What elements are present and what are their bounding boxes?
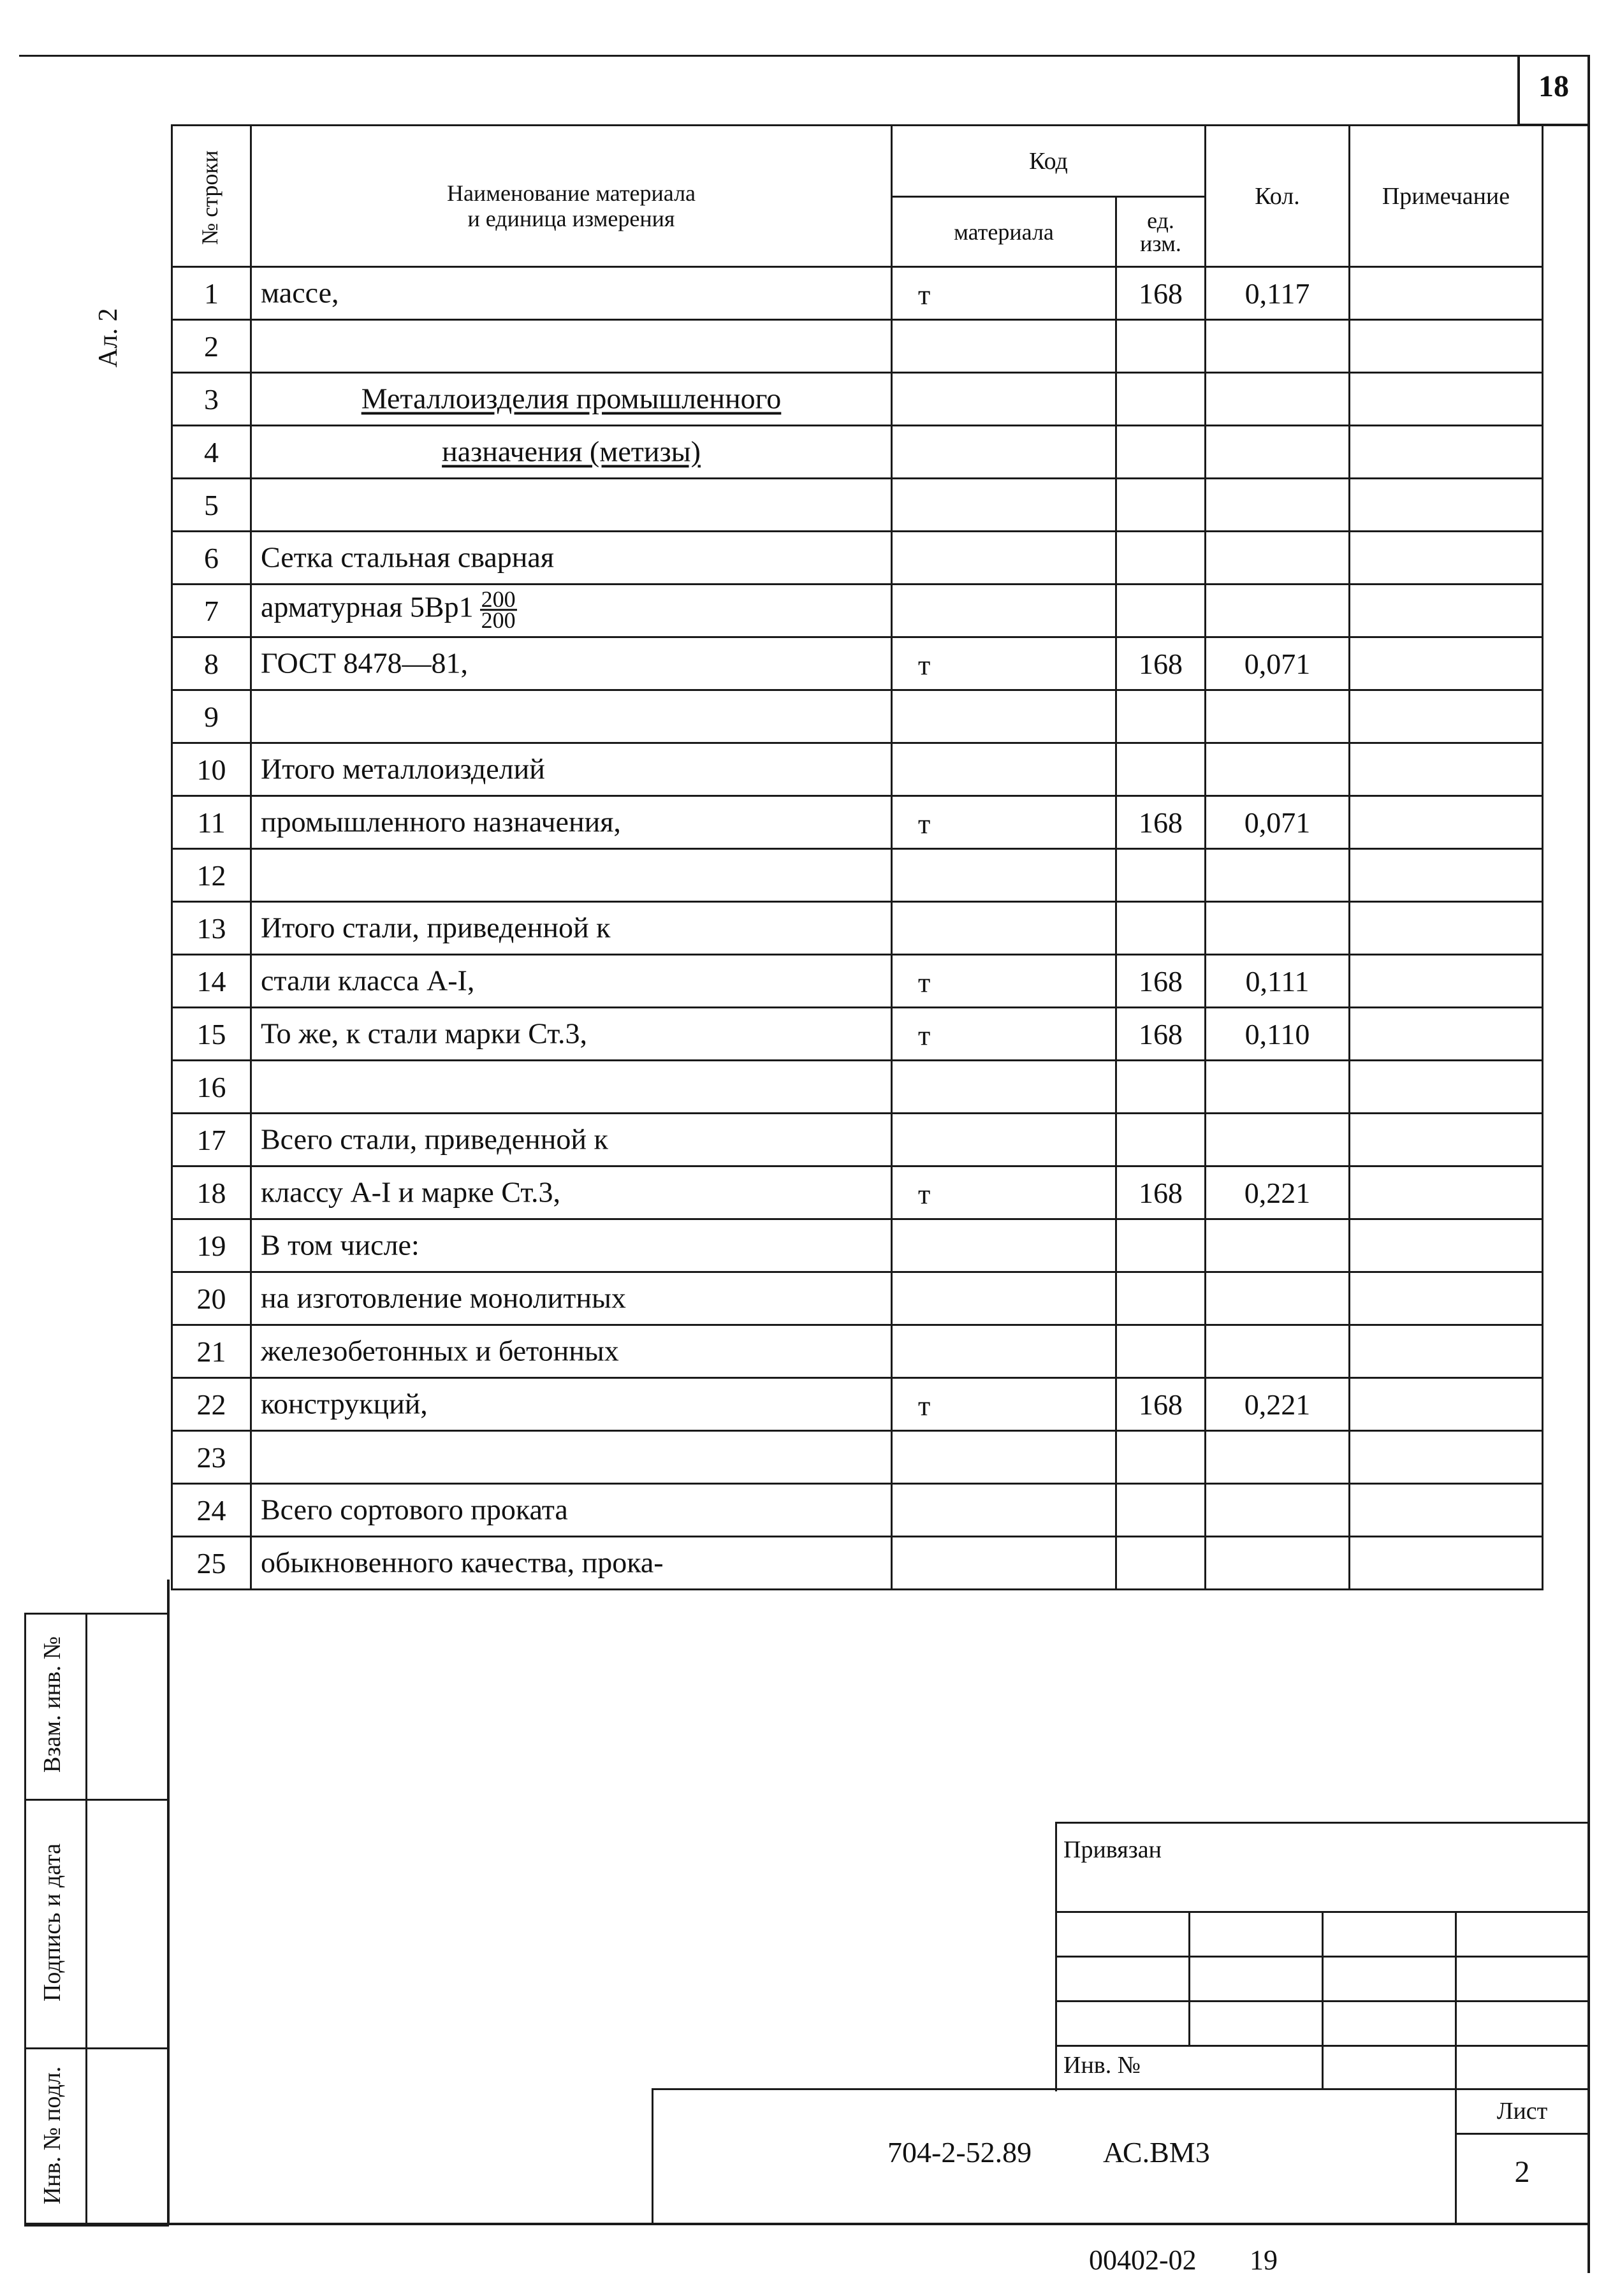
unit-code	[1116, 1219, 1206, 1272]
unit-code	[1116, 1272, 1206, 1325]
material-name-cell	[251, 1431, 892, 1484]
note	[1350, 1008, 1543, 1061]
material-name: В том числе:	[261, 1228, 420, 1261]
row-number: 13	[172, 902, 251, 955]
material-name-cell	[251, 1061, 892, 1114]
quantity: 0,071	[1206, 796, 1350, 849]
unit: т	[918, 967, 931, 999]
unit-code: 168	[1116, 637, 1206, 690]
table-row	[172, 743, 1543, 796]
material-name-cell	[251, 585, 892, 637]
unit-code	[1116, 1484, 1206, 1537]
row-number: 18	[172, 1166, 251, 1219]
album-label: Ал. 2	[94, 308, 123, 368]
table-row	[172, 1219, 1543, 1272]
header-name-label: Наименование материала и единица измерения	[446, 180, 696, 231]
table-row	[172, 1166, 1543, 1219]
material-name-cell	[251, 849, 892, 902]
material-name-cell	[251, 637, 931, 690]
table-row	[172, 532, 1543, 585]
material-name: конструкций,	[261, 1387, 428, 1420]
material-code	[892, 1061, 1116, 1114]
quantity	[1206, 690, 1350, 743]
footer-code: 00402-02	[1089, 2244, 1197, 2276]
note	[1350, 1431, 1543, 1484]
quantity	[1206, 373, 1350, 426]
material-name-cell	[251, 1378, 931, 1431]
table-row	[172, 1061, 1543, 1114]
quantity: 0,111	[1206, 955, 1350, 1008]
quantity	[1206, 902, 1350, 955]
table-row	[172, 267, 1543, 320]
material-name: ГОСТ 8478—81,	[261, 646, 469, 679]
header-row-no	[172, 126, 251, 267]
row-number: 14	[172, 955, 251, 1008]
unit-code	[1116, 902, 1206, 955]
row-number: 4	[172, 426, 251, 479]
material-name: промышленного назначения,	[261, 805, 621, 838]
unit-code: 168	[1116, 1008, 1206, 1061]
unit: т	[918, 650, 931, 681]
top-border	[19, 55, 1587, 57]
quantity: 0,117	[1206, 267, 1350, 320]
note	[1350, 1378, 1543, 1431]
unit-code	[1116, 690, 1206, 743]
header-code: Код	[892, 126, 1206, 197]
table-row	[172, 585, 1543, 637]
unit-code	[1116, 1537, 1206, 1590]
material-code	[892, 479, 1116, 532]
row-number: 5	[172, 479, 251, 532]
side-podpis-label: Подпись и дата	[39, 1843, 66, 2002]
material-name: классу А-I и марке Ст.3,	[261, 1175, 560, 1209]
unit-code	[1116, 743, 1206, 796]
note	[1350, 902, 1543, 955]
material-name-cell	[251, 796, 931, 849]
note	[1350, 320, 1543, 373]
quantity	[1206, 532, 1350, 585]
note	[1350, 585, 1543, 637]
note	[1350, 1166, 1543, 1219]
row-number: 12	[172, 849, 251, 902]
material-code	[892, 585, 1116, 637]
unit-code	[1116, 532, 1206, 585]
note	[1350, 1484, 1543, 1537]
note	[1350, 532, 1543, 585]
material-name: Итого металлоизделий	[261, 752, 545, 785]
material-name: арматурная 5Вр1	[261, 590, 474, 623]
row-number: 10	[172, 743, 251, 796]
material-name-cell	[251, 373, 892, 426]
unit-code	[1116, 849, 1206, 902]
unit-code	[1116, 320, 1206, 373]
material-name: Сетка стальная сварная	[261, 541, 554, 574]
unit-code	[1116, 426, 1206, 479]
table-row	[172, 320, 1543, 373]
note	[1350, 637, 1543, 690]
unit-code	[1116, 1114, 1206, 1166]
material-code	[892, 532, 1116, 585]
note	[1350, 1061, 1543, 1114]
material-code	[892, 373, 1116, 426]
material-code	[892, 902, 1116, 955]
material-name: Итого стали, приведенной к	[261, 911, 611, 944]
material-name-cell	[251, 267, 931, 320]
material-name-cell	[251, 479, 892, 532]
material-name-cell	[251, 1272, 892, 1325]
note	[1350, 479, 1543, 532]
note	[1350, 373, 1543, 426]
unit-code	[1116, 1431, 1206, 1484]
table-row	[172, 796, 1543, 849]
row-number: 24	[172, 1484, 251, 1537]
material-code	[892, 1537, 1116, 1590]
unit: т	[918, 1179, 931, 1210]
material-name: обыкновенного качества, прока-	[261, 1546, 664, 1579]
material-code	[892, 1484, 1116, 1537]
row-number: 1	[172, 267, 251, 320]
note	[1350, 1114, 1543, 1166]
material-name: Всего сортового проката	[261, 1493, 568, 1526]
material-name: То же, к стали марки Ст.3,	[261, 1017, 587, 1050]
note	[1350, 267, 1543, 320]
material-code	[892, 426, 1116, 479]
row-number: 22	[172, 1378, 251, 1431]
material-code	[892, 1219, 1116, 1272]
quantity	[1206, 1061, 1350, 1114]
quantity	[1206, 1431, 1350, 1484]
note	[1350, 1219, 1543, 1272]
quantity	[1206, 743, 1350, 796]
table-row	[172, 690, 1543, 743]
material-name: Металлоизделия промышленного	[361, 382, 782, 415]
side-inv-podl-label: Инв. № подл.	[39, 2066, 66, 2205]
quantity	[1206, 479, 1350, 532]
material-name-cell	[251, 1537, 892, 1590]
list-label: Лист	[1496, 2098, 1548, 2125]
material-name-cell	[251, 1008, 931, 1061]
row-number: 2	[172, 320, 251, 373]
table-body	[172, 267, 1543, 1590]
unit-code	[1116, 479, 1206, 532]
row-number: 19	[172, 1219, 251, 1272]
note	[1350, 690, 1543, 743]
unit: т	[918, 1390, 931, 1422]
row-number: 15	[172, 1008, 251, 1061]
material-name-cell	[251, 955, 931, 1008]
unit: т	[918, 279, 931, 311]
material-name-cell	[251, 532, 892, 585]
unit-code	[1116, 1061, 1206, 1114]
privyazan-label: Привязан	[1063, 1836, 1162, 1863]
quantity: 0,221	[1206, 1378, 1350, 1431]
materials-table	[171, 124, 1543, 1590]
row-number: 7	[172, 585, 251, 637]
unit-code	[1116, 585, 1206, 637]
material-code	[892, 690, 1116, 743]
header-name	[251, 126, 892, 267]
fraction-numerator: 200	[481, 586, 516, 613]
unit: т	[918, 1020, 931, 1052]
material-code	[892, 1431, 1116, 1484]
quantity	[1206, 1114, 1350, 1166]
quantity	[1206, 320, 1350, 373]
unit: т	[918, 808, 931, 840]
side-stamp-divider	[85, 1613, 87, 2223]
quantity	[1206, 1484, 1350, 1537]
material-code	[892, 1114, 1116, 1166]
footer-page: 19	[1250, 2244, 1278, 2276]
mesh-fraction	[480, 586, 517, 634]
row-number: 20	[172, 1272, 251, 1325]
row-number: 25	[172, 1537, 251, 1590]
table-row	[172, 902, 1543, 955]
header-code-material: материала	[892, 197, 1116, 267]
material-name-cell	[251, 743, 892, 796]
row-number: 23	[172, 1431, 251, 1484]
table-row	[172, 373, 1543, 426]
quantity	[1206, 849, 1350, 902]
material-name: назначения (метизы)	[442, 435, 701, 468]
note	[1350, 1325, 1543, 1378]
table-row	[172, 1325, 1543, 1378]
row-number: 6	[172, 532, 251, 585]
header-code-unit: ед. изм.	[1116, 197, 1206, 267]
table-row	[172, 637, 1543, 690]
unit-code: 168	[1116, 796, 1206, 849]
material-code	[892, 1272, 1116, 1325]
quantity	[1206, 426, 1350, 479]
row-number: 16	[172, 1061, 251, 1114]
side-vzam-label: Взам. инв. №	[39, 1636, 66, 1773]
doc-number: 704-2-52.89	[887, 2136, 1032, 2169]
material-name: массе,	[261, 276, 339, 309]
material-name-cell	[251, 320, 892, 373]
material-code	[892, 1325, 1116, 1378]
row-number: 11	[172, 796, 251, 849]
quantity	[1206, 585, 1350, 637]
table-row	[172, 426, 1543, 479]
material-name-cell	[251, 1219, 892, 1272]
note	[1350, 796, 1543, 849]
table-row	[172, 1378, 1543, 1431]
quantity	[1206, 1219, 1350, 1272]
table-row	[172, 1537, 1543, 1590]
material-name-cell	[251, 1484, 892, 1537]
material-name-cell	[251, 1166, 931, 1219]
row-number: 8	[172, 637, 251, 690]
side-stamp-sep1	[24, 1799, 167, 1801]
unit-code	[1116, 373, 1206, 426]
list-divider	[1455, 2133, 1587, 2135]
quantity: 0,221	[1206, 1166, 1350, 1219]
row-number: 3	[172, 373, 251, 426]
table-row	[172, 479, 1543, 532]
unit-code: 168	[1116, 955, 1206, 1008]
table-row	[172, 955, 1543, 1008]
fraction-denominator: 200	[481, 607, 516, 634]
material-code	[892, 849, 1116, 902]
privyazan-v2	[1322, 1911, 1324, 2089]
unit-code	[1116, 1325, 1206, 1378]
note	[1350, 743, 1543, 796]
note	[1350, 955, 1543, 1008]
note	[1350, 849, 1543, 902]
quantity	[1206, 1537, 1350, 1590]
doc-code: АС.ВМ3	[1103, 2136, 1210, 2169]
unit-code: 168	[1116, 1166, 1206, 1219]
material-name: на изготовление монолитных	[261, 1281, 626, 1314]
material-name-cell	[251, 1325, 892, 1378]
sheet-number: 18	[1538, 69, 1569, 103]
table-row	[172, 1008, 1543, 1061]
row-number: 9	[172, 690, 251, 743]
material-name-cell	[251, 902, 892, 955]
quantity	[1206, 1325, 1350, 1378]
note	[1350, 426, 1543, 479]
quantity	[1206, 1272, 1350, 1325]
quantity: 0,110	[1206, 1008, 1350, 1061]
unit-code: 168	[1116, 267, 1206, 320]
note	[1350, 1537, 1543, 1590]
material-name-cell	[251, 426, 892, 479]
note	[1350, 1272, 1543, 1325]
table-row	[172, 849, 1543, 902]
unit-code: 168	[1116, 1378, 1206, 1431]
header-note: Примечание	[1350, 126, 1543, 267]
table-row	[172, 1484, 1543, 1537]
material-name-cell	[251, 690, 892, 743]
inv-no-label: Инв. №	[1063, 2052, 1141, 2079]
row-number: 17	[172, 1114, 251, 1166]
header-qty: Кол.	[1206, 126, 1350, 267]
table-row	[172, 1114, 1543, 1166]
table-row	[172, 1272, 1543, 1325]
material-name: Всего стали, приведенной к	[261, 1123, 608, 1156]
material-name: стали класса А-I,	[261, 964, 475, 997]
material-name-cell	[251, 1114, 892, 1166]
table-row	[172, 1431, 1543, 1484]
list-number: 2	[1514, 2155, 1530, 2189]
quantity: 0,071	[1206, 637, 1350, 690]
header-row-no-label: № строки	[197, 150, 223, 245]
material-code	[892, 743, 1116, 796]
material-name: железобетонных и бетонных	[261, 1334, 619, 1367]
privyazan-v1	[1188, 1911, 1190, 2046]
material-name-wrap	[261, 586, 517, 634]
material-code	[892, 320, 1116, 373]
row-number: 21	[172, 1325, 251, 1378]
